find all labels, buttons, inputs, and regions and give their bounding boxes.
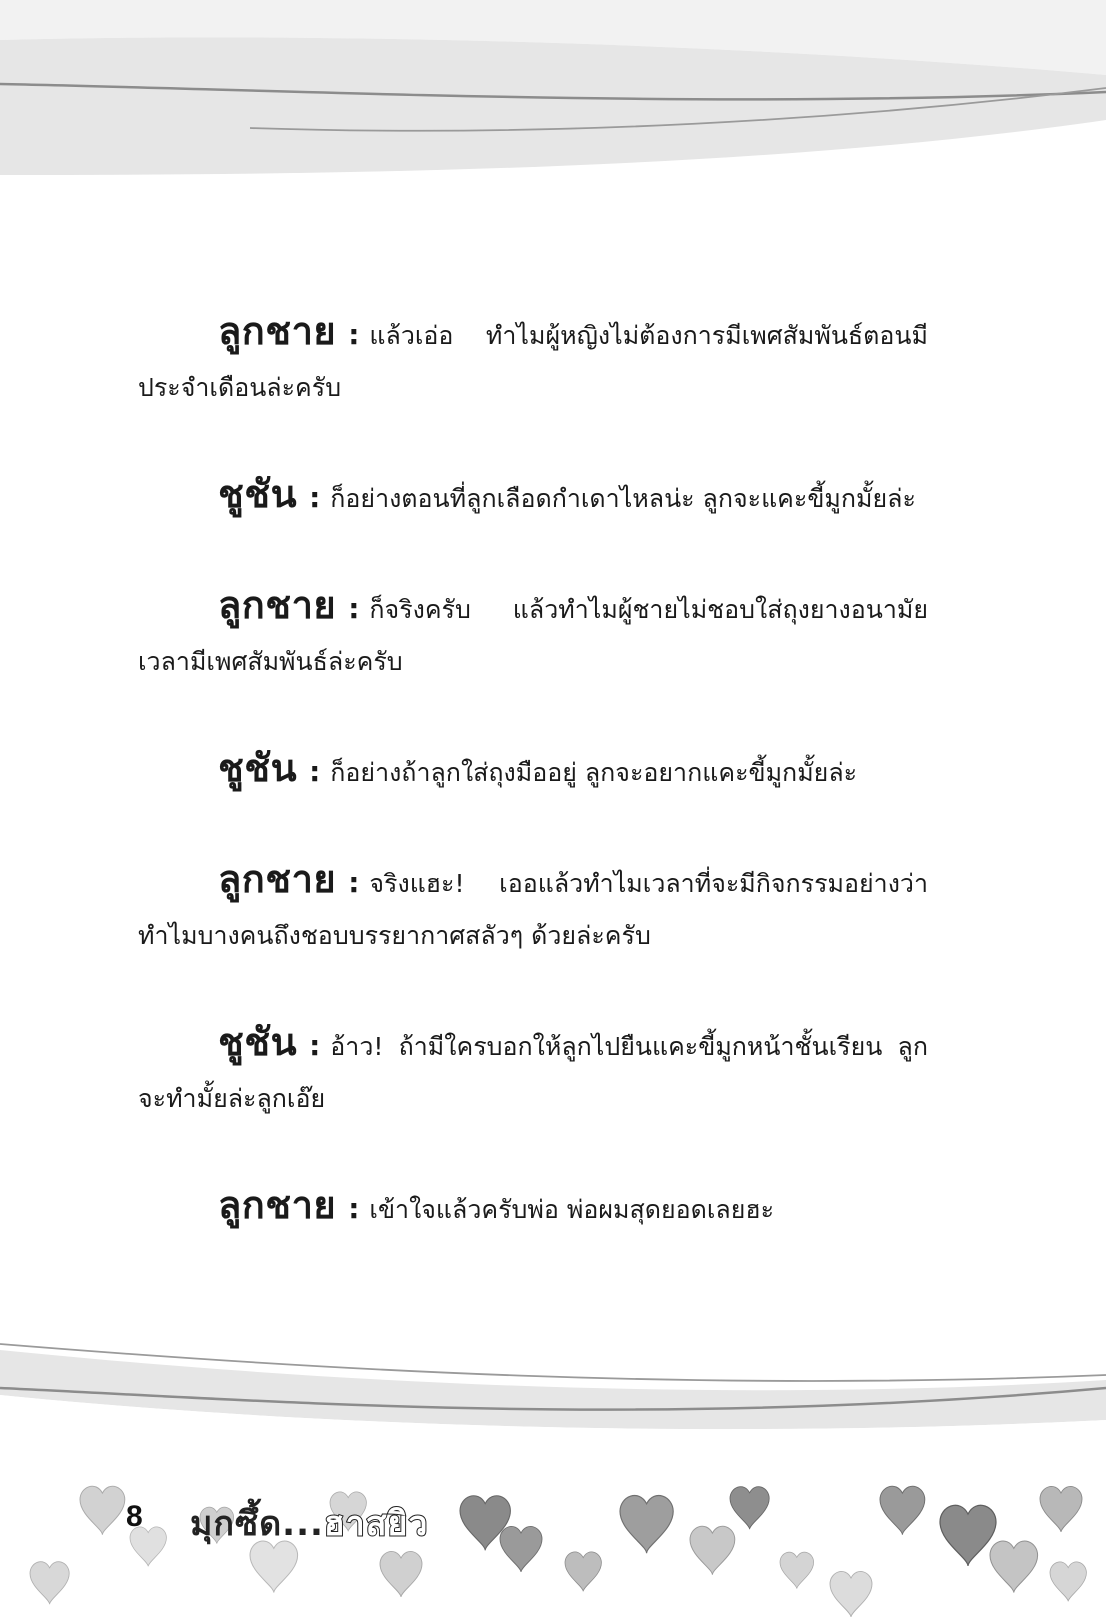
speaker-name: ชูชัน — [218, 472, 298, 516]
speaker-separator: : — [309, 481, 321, 514]
book-title — [190, 1496, 429, 1550]
speaker-separator: : — [348, 592, 360, 625]
speaker-name: ชูชัน — [218, 1020, 298, 1064]
speaker-name: ลูกชาย — [218, 1183, 337, 1227]
dialogue-text: แล้วเอ่อ ทำไมผู้หญิงไม่ต้องการมีเพศสัมพันธ์ตอนมีประจำเดือนล่ะครับ — [138, 321, 928, 402]
speaker-separator: : — [348, 1192, 360, 1225]
dialogue-line-6 — [138, 1016, 928, 1125]
dialogue-content — [138, 305, 928, 1290]
book-title-part2: ฮาสยิว — [323, 1504, 429, 1544]
dialogue-line-5 — [138, 853, 928, 962]
dialogue-line-2 — [138, 468, 928, 525]
speaker-name: ลูกชาย — [218, 857, 337, 901]
speaker-name: ลูกชาย — [218, 309, 337, 353]
speaker-separator: : — [309, 1029, 321, 1062]
page-number: 8 — [126, 1500, 143, 1533]
book-title-part1: มุกซึ้ด... — [190, 1504, 324, 1544]
speaker-separator: : — [348, 866, 360, 899]
speaker-separator: : — [348, 318, 360, 351]
dialogue-text: ก็อย่างตอนที่ลูกเลือดกำเดาไหลน่ะ ลูกจะแคะขี้มูกมั้ยล่ะ — [330, 484, 916, 513]
dialogue-text: เข้าใจแล้วครับพ่อ พ่อผมสุดยอดเลยฮะ — [369, 1195, 775, 1224]
top-decorative-band — [0, 0, 1106, 200]
dialogue-line-4 — [138, 742, 928, 799]
speaker-separator: : — [309, 755, 321, 788]
dialogue-text: ก็อย่างถ้าลูกใส่ถุงมืออยู่ ลูกจะอยากแคะขี้มูกมั้ยล่ะ — [330, 758, 858, 787]
dialogue-text: อ้าว! ถ้ามีใครบอกให้ลูกไปยืนแคะขี้มูกหน้าชั้นเรียน ลูกจะทำมั้ยล่ะลูกเอ๊ย — [138, 1032, 928, 1113]
speaker-name: ชูชัน — [218, 746, 298, 790]
dialogue-text: จริงแฮะ! เออแล้วทำไมเวลาที่จะมีกิจกรรมอย่างว่า ทำไมบางคนถึงชอบบรรยากาศสลัวๆ ด้วยล่ะครับ — [138, 869, 928, 950]
bottom-decorative-band — [0, 1330, 1106, 1618]
dialogue-line-1 — [138, 305, 928, 414]
dialogue-line-7 — [138, 1179, 928, 1236]
dialogue-line-3 — [138, 579, 928, 688]
speaker-name: ลูกชาย — [218, 583, 337, 627]
dialogue-text: ก็จริงครับ แล้วทำไมผู้ชายไม่ชอบใส่ถุงยางอนามัยเวลามีเพศสัมพันธ์ล่ะครับ — [138, 595, 928, 676]
